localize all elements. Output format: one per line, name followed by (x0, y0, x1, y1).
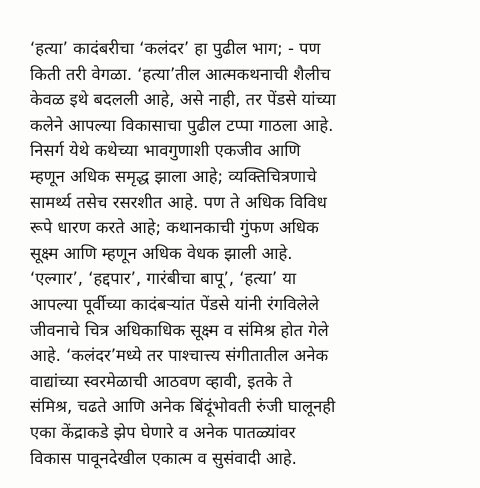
text-line: जीवनाचे चित्र अधिकाधिक सूक्ष्म व संमिश्र होत गेले (30, 320, 329, 340)
text-line: संमिश्र, चढते आणि अनेक बिंदूंभोवती रुंजी घालूनही (30, 397, 336, 417)
text-line: कलेने आपल्या विकासाचा पुढील टप्पा गाठला आहे. (30, 115, 334, 135)
text-line: आहे. ‘कलंदर’मध्ये तर पाश्चात्त्य संगीतातील अनेक (30, 346, 329, 366)
text-line: रूपे धारण करते आहे; कथानकाची गुंफण अधिक (30, 218, 319, 238)
text-line: सूक्ष्म आणि म्हणून अधिक वेधक झाली आहे. (30, 243, 293, 263)
text-line: निसर्ग येथे कथेच्या भावगुणाशी एकजीव आणि (30, 141, 301, 161)
text-line: आपल्या पूर्वीच्या कादंबऱ्यांत पेंडसे यांनी रंगविलेले (30, 294, 320, 314)
text-line: वाद्यांच्या स्वरमेळाची आठवण व्हावी, इतके ते (30, 371, 293, 391)
text-line: सामर्थ्य तसेच रसरशीत आहे. पण ते अधिक विविध (30, 192, 327, 212)
text-line: केवळ इथे बदलली आहे, असे नाही, तर पेंडसे यांच्या (30, 90, 336, 110)
text-line: म्हणून अधिक समृद्ध झाला आहे; व्यक्तिचित्रणाचे (30, 166, 317, 186)
text-line: किती तरी वेगळा. ‘हत्या’तील आत्मकथनाची शैलीच (30, 64, 331, 84)
text-line: एका केंद्राकडे झेप घेणारे व अनेक पातळ्यांवर (30, 422, 296, 442)
paragraph-text (30, 36, 460, 471)
text-line: ‘एल्गार’, ‘हद्दपार’, गारंबीचा बापू’, ‘हत्या’ या (30, 269, 297, 289)
text-line: विकास पावूनदेखील एकात्म व सुसंवादी आहे. (30, 448, 297, 468)
text-line: ‘हत्या’ कादंबरीचा ‘कलंदर’ हा पुढील भाग; - पण (30, 39, 321, 58)
